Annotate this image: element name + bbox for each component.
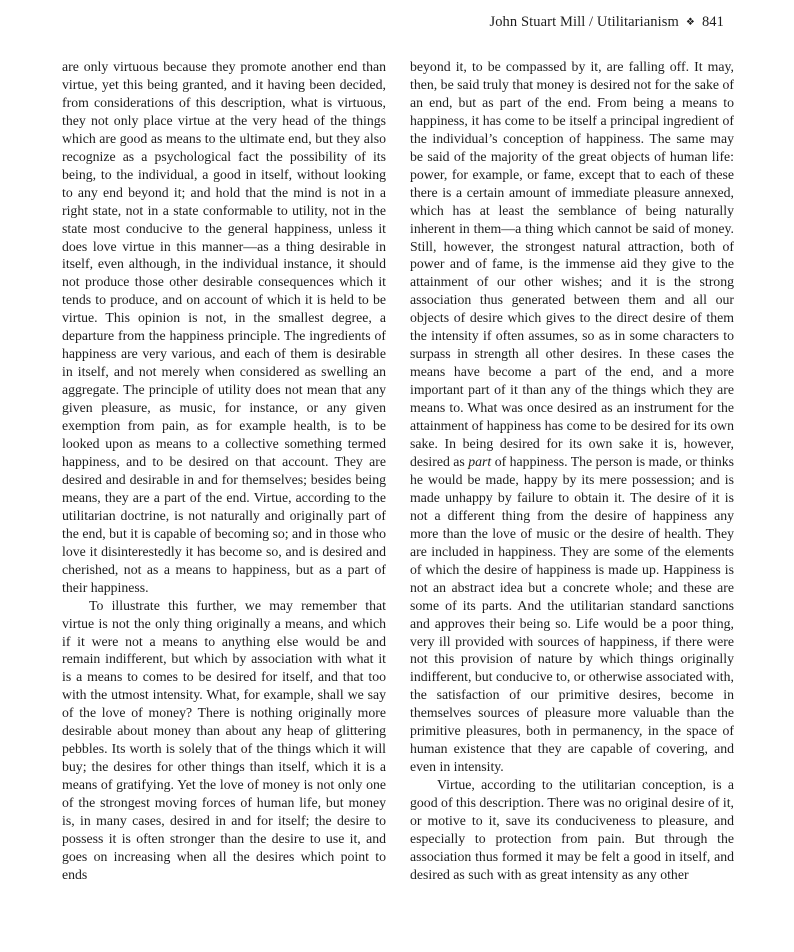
emphasis-part: part	[468, 453, 492, 469]
paragraph-continued: are only virtuous because they promote another end than virtue, yet this being granted, and it having been decided, from considerations of this description, what is virtuous, they not only place virtue at the very head of the things which are good as means to the ultimate end, but they also recognize as a psychological fact the possibility of its being, to the individual, a good in itself, without looking to any end beyond it; and hold that the mind is not in a right state, not in a state conformable to utility, not in the state most conducive to the general happiness, unless it does love virtue in this manner—as a thing desirable in itself, even although, in the individual instance, it should not produce those other desirable consequences which it tends to produce, and on account of which it is held to be virtue. This opinion is not, in the smallest degree, a departure from the happiness principle. The ingredients of happiness are very various, and each of them is desirable in itself, and not merely when considered as swelling an aggregate. The principle of utility does not mean that any given pleasure, as music, for instance, or any given exemption from pain, as for example health, is to be looked upon as means to a collective something termed happiness, and to be desired on that account. They are desired and desirable in and for themselves; besides being means, they are a part of the end. Virtue, according to the utilitarian doctrine, is not naturally and originally part of the end, but it is capable of becoming so; and in those who love it disinterestedly it has become so, and is desired and cherished, not as a means to happiness, but as a part of their happiness.	[62, 59, 386, 595]
running-title: John Stuart Mill / Utilitarianism	[489, 14, 679, 30]
running-header	[489, 14, 724, 31]
left-column	[62, 58, 386, 884]
paragraph-continued-right	[410, 58, 734, 776]
paragraph-money-illustration: To illustrate this further, we may remember that virtue is not the only thing originally a means, and which if it were not a means to anything else would be and remain indifferent, but which by association with what it is a means to comes to be desired for itself, and that too with the utmost intensity. What, for example, shall we say of the love of money? There is nothing originally more desirable about money than about any heap of glittering pebbles. Its worth is solely that of the things which it will buy; the desires for other things than itself, which it is a means of gratifying. Yet the love of money is not only one of the strongest moving forces of human life, but money is, in many cases, desired in and for itself; the desire to possess it is often stronger than the desire to use it, and goes on increasing when all the desires which point to ends	[62, 597, 386, 882]
right-column	[410, 58, 734, 884]
text-segment: beyond it, to be compassed by it, are falling off. It may, then, be said truly that money is desired not for the sake of an end, but as part of the end. From being a means to happiness, it has come to be itself a principal ingredient of the individual’s conception of happiness. The same may be said of the majority of the great objects of human life: power, for example, or fame, except that to each of these there is a certain amount of immediate pleasure annexed, which has at least the semblance of being naturally inherent in them—a thing which cannot be said of money. Still, however, the strongest natural attraction, both of power and of fame, is the immense aid they give to the attainment of our other wishes; and it is the strong association thus generated between them and all our objects of desire which gives to the direct desire of them the intensity if often assumes, so as in some characters to surpass in strength all other desires. In these cases the means have become a part of the end, and a more important part of it than any of the things which they are means to. What was once desired as an instrument for the attainment of happiness has come to be desired for its own sake. In being desired for its own sake it is, however, desired as	[410, 59, 734, 469]
ornament-separator: ❖	[685, 17, 695, 28]
paragraph-virtue: Virtue, according to the utilitarian conception, is a good of this description. There was no original desire of it, or motive to it, save its conduciveness to pleasure, and especially to protection from pain. But through the association thus formed it may be felt a good in itself, and desired as such with as great intensity as any other	[410, 777, 734, 882]
page-number: 841	[701, 14, 724, 30]
text-segment: of happiness. The person is made, or thinks he would be made, happy by its mere possession; and is made unhappy by failure to obtain it. The desire of it is not a different thing from the desire of happiness any more than the love of music or the desire of health. They are included in happiness. They are some of the elements of which the desire of happiness is made up. Happiness is not an abstract idea but a concrete whole; and these are some of its parts. And the utilitarian standard sanctions and approves their being so. Life would be a poor thing, very ill provided with sources of happiness, if there were not this provision of nature by which things originally indifferent, but conducive to, or otherwise associated with, the satisfaction of our primitive desires, become in themselves sources of pleasure more valuable than the primitive pleasures, both in permanency, in the space of human existence that they are capable of covering, and even in intensity.	[410, 453, 734, 775]
